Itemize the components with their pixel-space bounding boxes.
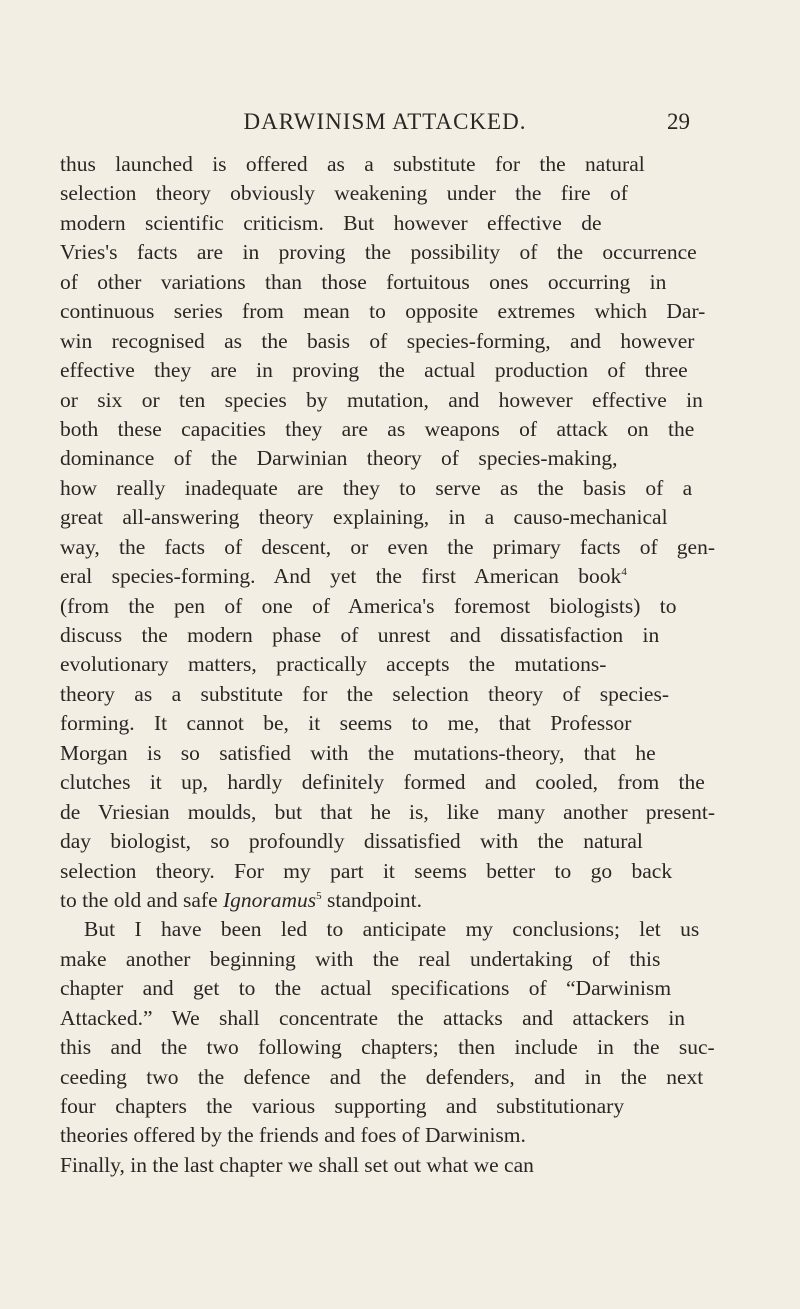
text-line: make another beginning with the real undertaking of this bbox=[60, 946, 661, 971]
text-line: way, the facts of descent, or even the primary facts of gen- bbox=[60, 534, 715, 559]
text-line: de Vriesian moulds, but that he is, like many another present- bbox=[60, 799, 715, 824]
text-line: or six or ten species by mutation, and however effective in bbox=[60, 387, 703, 412]
text-line: both these capacities they are as weapons of attack on the bbox=[60, 416, 695, 441]
text-line: chapter and get to the actual specifications of “Darwinism bbox=[60, 976, 672, 1001]
text-line: evolutionary matters, practically accepts the mutations- bbox=[60, 652, 607, 677]
text-line: this and the two following chapters; then include in the suc- bbox=[60, 1035, 715, 1060]
text-line: Attacked.” We shall concentrate the attacks and attackers in bbox=[60, 1005, 686, 1030]
text-line: modern scientific criticism. But however effective de bbox=[60, 210, 602, 235]
text-line: clutches it up, hardly definitely formed and cooled, from the bbox=[60, 770, 705, 795]
text-line: (from the pen of one of America's foremost biologists) to bbox=[60, 593, 677, 618]
text-line: day biologist, so profoundly dissatisfied with the natural bbox=[60, 829, 643, 854]
line-tail: standpoint. bbox=[327, 887, 423, 912]
text-line: of other variations than those fortuitous ones occurring in bbox=[60, 269, 667, 294]
text-line: Morgan is so satisfied with the mutations-theory, that he bbox=[60, 740, 656, 765]
text-line: selection theory obviously weakening under the fire of bbox=[60, 181, 628, 206]
body-text bbox=[60, 150, 715, 1180]
text-line: But I have been led to anticipate my conclusions; let us bbox=[84, 917, 700, 942]
running-title: DARWINISM ATTACKED. bbox=[243, 109, 527, 134]
text-line: effective they are in proving the actual production of three bbox=[60, 358, 688, 383]
text-line: four chapters the various supporting and substitutionary bbox=[60, 1094, 625, 1118]
text-line: dominance of the Darwinian theory of species-making, bbox=[60, 446, 618, 471]
text-line: discuss the modern phase of unrest and dissatisfaction in bbox=[60, 623, 660, 647]
text-line: to the old and safe Ignoramus$^5$ standpoint. bbox=[60, 887, 423, 912]
text-line: how really inadequate are they to serve as the basis of a bbox=[60, 475, 693, 500]
text-line: eral species-forming. And yet the first American book$^4$ bbox=[60, 564, 627, 589]
text-line: selection theory. For my part it seems better to go back bbox=[60, 858, 673, 883]
text-line: forming. It cannot be, it seems to me, that Professor bbox=[60, 711, 632, 736]
text-line: continuous series from mean to opposite extremes which Dar- bbox=[60, 299, 706, 324]
footnote-ref: 5 bbox=[316, 889, 322, 902]
footnote-ref: 4 bbox=[621, 566, 627, 579]
page-number: 29 bbox=[667, 109, 690, 134]
text-line: thus launched is offered as a substitute for the natural bbox=[60, 152, 645, 176]
text-line: theory as a substitute for the selection theory of species- bbox=[60, 681, 670, 706]
text-line: win recognised as the basis of species-forming, and however bbox=[60, 328, 695, 353]
italic-term: Ignoramus bbox=[223, 887, 317, 912]
text-line: Vries's facts are in proving the possibility of the occurrence bbox=[60, 240, 697, 265]
text-line: theories offered by the friends and foes of Darwinism. bbox=[60, 1123, 526, 1148]
text-line: ceeding two the defence and the defenders, and in the next bbox=[60, 1064, 704, 1089]
text-line: Finally, in the last chapter we shall set out what we can bbox=[60, 1152, 534, 1177]
text-line: great all-answering theory explaining, in a causo-mechanical bbox=[60, 505, 668, 530]
